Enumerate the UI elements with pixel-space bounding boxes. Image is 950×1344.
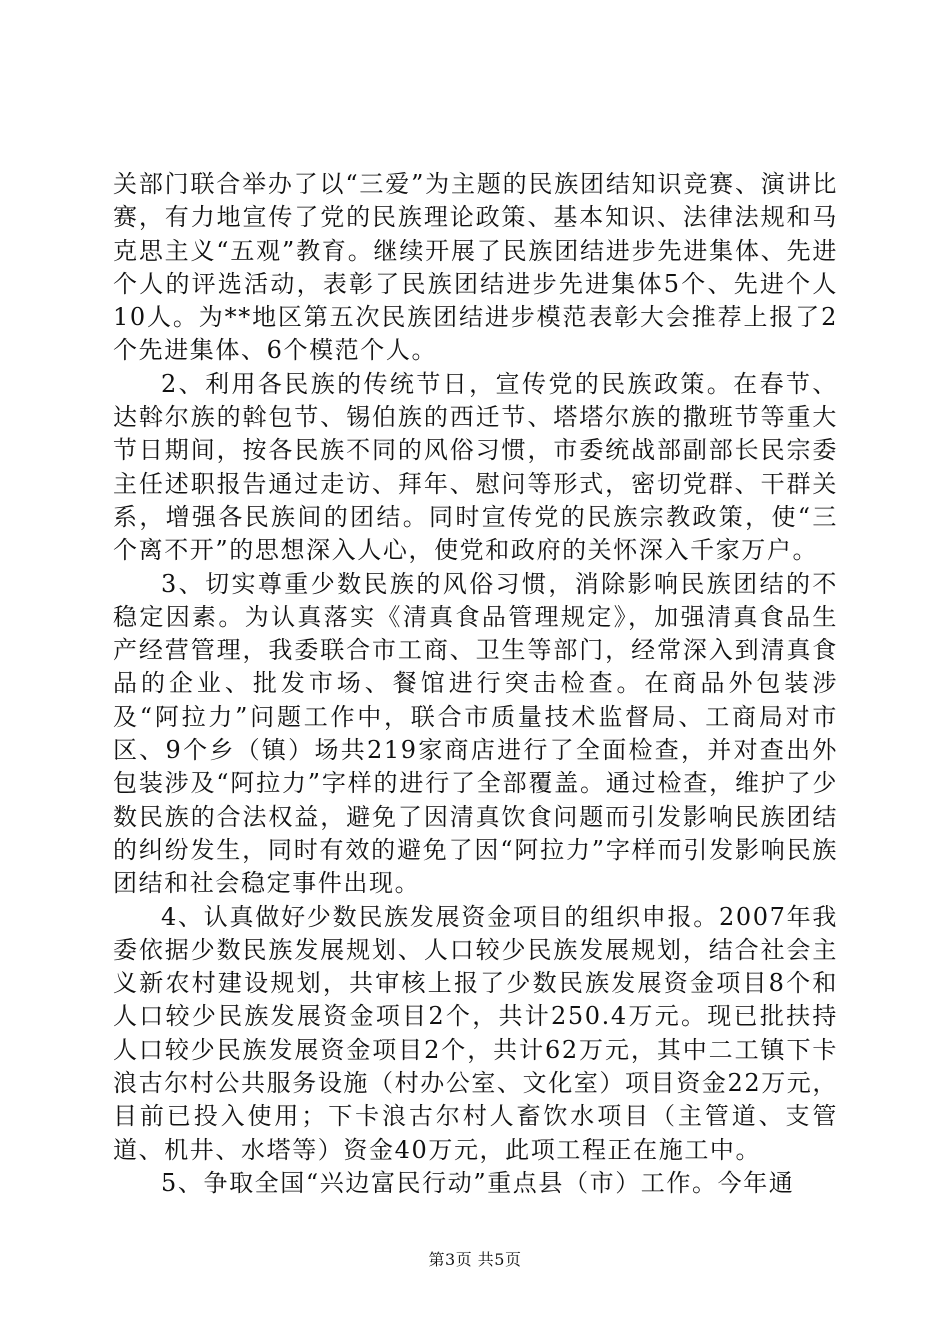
document-body bbox=[113, 168, 838, 1200]
paragraph-3: 3、切实尊重少数民族的风俗习惯，消除影响民族团结的不稳定因素。为认真落实《清真食品管理规定》，加强清真食品生产经营管理，我委联合市工商、卫生等部门，经常深入到清真食品的企业、批发市场、餐馆进行突击检查。在商品外包装涉及“阿拉力”问题工作中，联合市质量技术监督局、工商局对市区、9个乡（镇）场共219家商店进行了全面检查，并对查出外包装涉及“阿拉力”字样的进行了全部覆盖。通过检查，维护了少数民族的合法权益，避免了因清真饮食问题而引发影响民族团结的纠纷发生，同时有效的避免了因“阿拉力”字样而引发影响民族团结和社会稳定事件出现。 bbox=[113, 569, 838, 898]
paragraph-2: 2、利用各民族的传统节日，宣传党的民族政策。在春节、达斡尔族的斡包节、锡伯族的西迁节、塔塔尔族的撒班节等重大节日期间，按各民族不同的风俗习惯，市委统战部副部长民宗委主任述职报告通过走访、拜年、慰问等形式，密切党群、干群关系，增强各民族间的团结。同时宣传党的民族宗教政策，使“三个离不开”的思想深入人心，使党和政府的关怀深入千家万户。 bbox=[113, 369, 838, 565]
paragraph-1: 关部门联合举办了以“三爱”为主题的民族团结知识竞赛、演讲比赛，有力地宣传了党的民族理论政策、基本知识、法律法规和马克思主义“五观”教育。继续开展了民族团结进步先进集体、先进个人的评选活动，表彰了民族团结进步先进集体5个、先进个人10人。为**地区第五次民族团结进步模范表彰大会推荐上报了2个先进集体、6个模范个人。 bbox=[113, 170, 838, 365]
page-footer: 第3页 共5页 bbox=[428, 1250, 522, 1269]
paragraph-4: 4、认真做好少数民族发展资金项目的组织申报。2007年我委依据少数民族发展规划、人口较少民族发展规划，结合社会主义新农村建设规划，共审核上报了少数民族发展资金项目8个和人口较少民族发展资金项目2个，共计250.4万元。现已批扶持人口较少民族发展资金项目2个，共计62万元，其中二工镇下卡浪古尔村公共服务设施（村办公室、文化室）项目资金22万元，目前已投入使用；下卡浪古尔村人畜饮水项目（主管道、支管道、机井、水塔等）资金40万元，此项工程正在施工中。 bbox=[113, 902, 838, 1164]
paragraph-5: 5、争取全国“兴边富民行动”重点县（市）工作。今年通 bbox=[161, 1168, 795, 1197]
